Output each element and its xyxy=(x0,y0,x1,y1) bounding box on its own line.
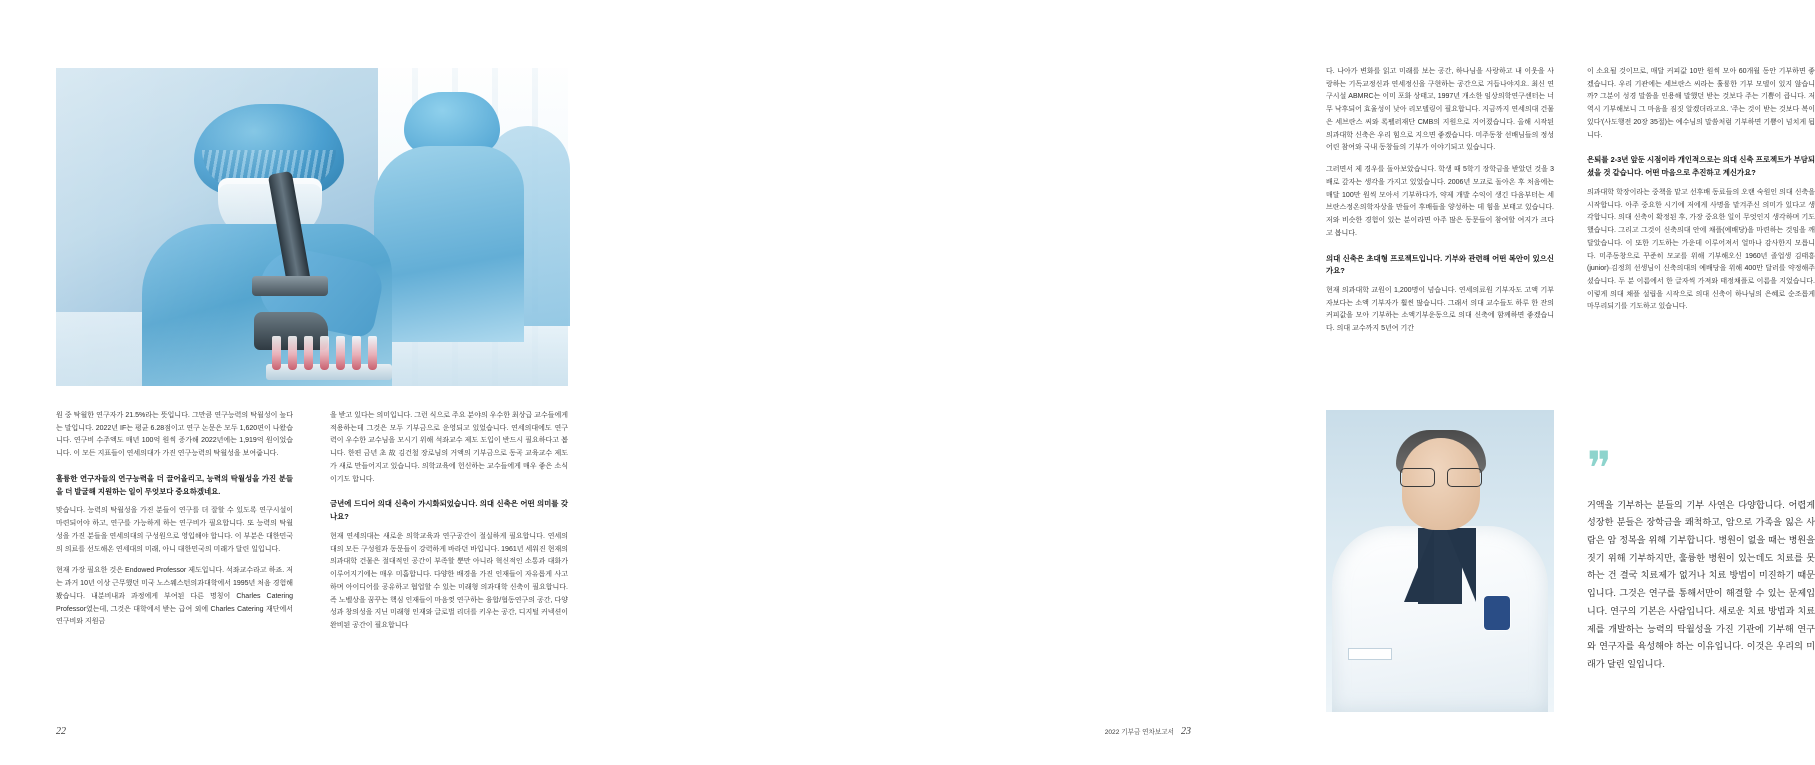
page-number-right: 23 xyxy=(1181,726,1191,737)
body-column-left-1 xyxy=(56,410,293,629)
photo-glare-overlay xyxy=(56,68,568,386)
paragraph: 원 중 탁월한 연구자가 21.5%라는 뜻입니다. 그만큼 연구능력의 탁월성이 높다는 말입니다. 2022년 IF는 평균 6.28점이고 연구 논문은 모두 1,620편이 나왔습니다. 연구비 수주액도 매년 100억 원씩 증가해 2022년에는 1,919억 원이었습니다. 이 모든 지표들이 연세의대가 가진 연구능력의 탁월성을 보여줍니다. xyxy=(56,412,293,458)
body-column-left-2 xyxy=(330,410,568,633)
name-badge xyxy=(1348,648,1392,660)
subheading-question: 은퇴를 2-3년 앞둔 시점이라 개인적으로는 의대 신축 프로젝트가 부담되셨을 것 같습니다. 어떤 마음으로 추진하고 계신가요? xyxy=(1587,155,1815,178)
paragraph: 다. 나아가 변화를 읽고 미래를 보는 공간, 하나님을 사랑하고 내 이웃을 사랑하는 기독교정신과 연세정신을 구현하는 공간으로 거듭나야지요. 최신 연구시설 ABMRC는 이미 포화 상태고, 1997년 개소한 임상의학연구센터는 너무 낙후되어 효율성이 낮아 리모델링이 필요합니다. 지금까지 연세의대 건물은 세브란스 씨와 록펠러재단 CMB의 지원으로 지어졌습니다. 올해 시작된 의과대학 신축은 우리 힘으로 지으면 좋겠습니다. 미주동창 선배님들의 정성 어린 참여와 국내 동창들의 기부가 이야기되고 있습니다. xyxy=(1326,68,1554,152)
pull-quote-paragraph: 거액을 기부하는 분들의 기부 사연은 다양합니다. 어렵게 성장한 분들은 장학금을 쾌척하고, 암으로 가족을 잃은 사람은 암 정복을 위해 기부합니다. 병원이 없을 때는 병원을 짓기 위해 기부하지만, 훌륭한 병원이 있는데도 치료를 못하는 건 결국 치료제가 없거나 치료 방법이 미진하기 때문입니다. 그것은 연구를 통해서만이 해결할 수 있는 문제입니다. 연구의 기본은 사람입니다. 새로운 치료 방법과 치료제를 개발하는 능력의 탁월성을 가진 기관에 기부해 연구와 연구자를 육성해야 하는 이유입니다. 이것은 우리의 미래가 달린 일입니다. xyxy=(1587,499,1815,670)
institution-emblem-icon xyxy=(1484,596,1510,630)
paragraph: 현재 연세의대는 새로운 의학교육과 연구공간이 절실하게 필요합니다. 연세의대의 모든 구성원과 동문들이 강력하게 바라던 바입니다. 1961년 세워진 현재의 의과대학 건물은 절대적인 공간이 부족할 뿐만 아니라 혁신적인 소통과 대화가 이루어지기에는 매우 미흡합니다. 다양한 배경을 가진 인재들이 자유롭게 사고하며 아이디어를 공유하고 협업할 수 있는 미래형 의과대학 신축이 필요합니다. 즉 노벨상을 꿈꾸는 핵심 인재들이 마음껏 연구하는 융합/협동연구의 공간, 다양성과 창의성을 지닌 미래형 인재와 글로벌 리더를 키우는 공간, 디지털 커넥션이 완비된 공간이 필요합니다 xyxy=(330,532,568,630)
body-column-right-1 xyxy=(1326,66,1554,336)
glasses-icon xyxy=(1400,468,1482,486)
coat-collar-left xyxy=(1404,528,1434,602)
footer-credit: 2022 기부금 연차보고서 xyxy=(1104,729,1174,736)
subheading-question: 의대 신축은 초대형 프로젝트입니다. 기부와 관련해 어떤 복안이 있으신가요? xyxy=(1326,253,1554,276)
paragraph: 현재 가장 필요한 것은 Endowed Professor 제도입니다. 석좌교수라고 하죠. 저는 과거 10년 이상 근무했던 미국 노스웨스턴의과대학에서 1995년 처음 경험해봤습니다. 내분비내과 과정에게 부여된 다른 명칭이 Charles Catering Professor였는데, 그것은 대학에서 받는 급여 외에 Charles Catering 재단에서 연구비와 지원금 xyxy=(56,567,293,626)
pull-quote xyxy=(1587,443,1815,674)
page-gutter xyxy=(624,0,625,765)
paragraph: 그러면서 제 경우를 돌아보았습니다. 학생 때 5학기 장학금을 받았던 것을 3배로 갚자는 생각을 가지고 있었습니다. 2006년 모교로 돌아온 후 처음에는 매달 100만 원씩 모아서 기부하다가, 약제 개발 수익이 생긴 다음부터는 세브란스정온의학자상을 만들어 후배들을 양성하는 데 힘을 보태고 있습니다. 저와 비슷한 경험이 있는 분이라면 아주 많은 동문들이 참여할 여지가 크다고 봅니다. xyxy=(1326,166,1554,237)
page-number-left: 22 xyxy=(56,726,66,737)
dean-portrait-photo xyxy=(1326,410,1554,712)
laboratory-researchers-photo xyxy=(56,68,568,386)
body-column-right-2 xyxy=(1587,66,1815,314)
page-footer-right xyxy=(1105,726,1191,737)
quotation-mark-icon: ❞ xyxy=(1587,443,1610,494)
paragraph: 현재 의과대학 교원이 1,200명이 넘습니다. 연세의료원 기부자도 고액 기부자보다는 소액 기부자가 훨씬 많습니다. 그래서 의대 교수들도 하루 한 잔의 커피값을 모아 기부하는 소액기부운동으로 의대 신축에 함께하면 좋겠습니다. 의대 교수까지 5년여 기간 xyxy=(1326,287,1554,333)
page-left xyxy=(0,0,624,765)
paragraph: 을 받고 있다는 의미입니다. 그런 식으로 주요 분야의 우수한 최상급 교수들에게 적용하는데 그것은 모두 기부금으로 운영되고 있었습니다. 연세의대에도 연구력이 우수한 교수님을 모시기 위해 석좌교수 제도 도입이 반드시 필요하다고 봅니다. 한편 금년 초 故 김건철 장로님의 거액의 기부금으로 동곡 교육교수 제도가 새로 만들어지고 있습니다. 의학교육에 헌신하는 교수들에게 매우 좋은 소식이기도 합니다. xyxy=(330,412,568,483)
pull-quote-text xyxy=(1587,497,1815,674)
subheading-question: 훌륭한 연구자들의 연구능력을 더 끌어올리고, 능력의 탁월성을 가진 분들을 더 발굴해 지원하는 일이 무엇보다 중요하겠네요. xyxy=(56,473,293,496)
coat-collar-right xyxy=(1446,528,1476,602)
paragraph: 이 소요될 것이므로, 매달 커피값 10만 원씩 모아 60개월 동안 기부하면 좋겠습니다. 우리 기관에는 세브란스 씨라는 훌륭한 기부 모델이 있지 않습니까? 그분이 성경 말씀을 인용해 말했던 받는 것보다 주는 기쁨이 큽니다. 저 역시 기부해보니 그 마음을 짐짓 알겠더라고요. '주는 것이 받는 것보다 복이 있다'(사도행전 20장 35절)는 예수님의 말씀처럼 기부하면 기쁨이 넘치게 됩니다. xyxy=(1587,68,1815,139)
subheading-question: 금년에 드디어 의대 신축이 가시화되었습니다. 의대 신축은 어떤 의미를 갖나요? xyxy=(330,499,568,522)
page-right xyxy=(624,0,1815,765)
paragraph: 의과대학 학장이라는 중책을 맡고 선후배 동료들의 오랜 숙원인 의대 신축을 시작합니다. 아주 중요한 시기에 저에게 사명을 맡겨주신 의미가 있다고 생각합니다. 의대 신축이 확정된 후, 가장 중요한 일이 무엇인지 생각하며 기도했습니다. 그리고 그것이 신축의대 안에 채플(예배당)을 마련하는 것임을 깨달았습니다. 이 또한 기도하는 가운데 이루어져서 얼마나 감사한지 모릅니다. 미주동창으로 꾸준히 모교를 위해 기부해오신 1960년 졸업생 김태흥(junior)·김정희 선생님이 신축의대의 예배당을 위해 400만 달러를 약정해주셨습니다. 두 분 이름에서 한 글자씩 가져와 태정채플로 이름을 지었습니다. 이렇게 의대 채플 설립을 시작으로 의대 신축이 하나님의 은혜로 순조롭게 마무리되기를 기도하고 있습니다. xyxy=(1587,188,1815,311)
paragraph: 맞습니다. 능력의 탁월성을 가진 분들이 연구를 더 잘할 수 있도록 연구시설이 마련되어야 하고, 연구를 가능하게 하는 연구비가 필요합니다. 또 능력의 탁월성을 가진 분들을 연세의대의 구성원으로 영입해야 합니다. 이 부분은 대한민국의 의료를 선도해온 연세대의 미래, 아니 대한민국의 미래가 달린 일입니다. xyxy=(56,507,293,553)
